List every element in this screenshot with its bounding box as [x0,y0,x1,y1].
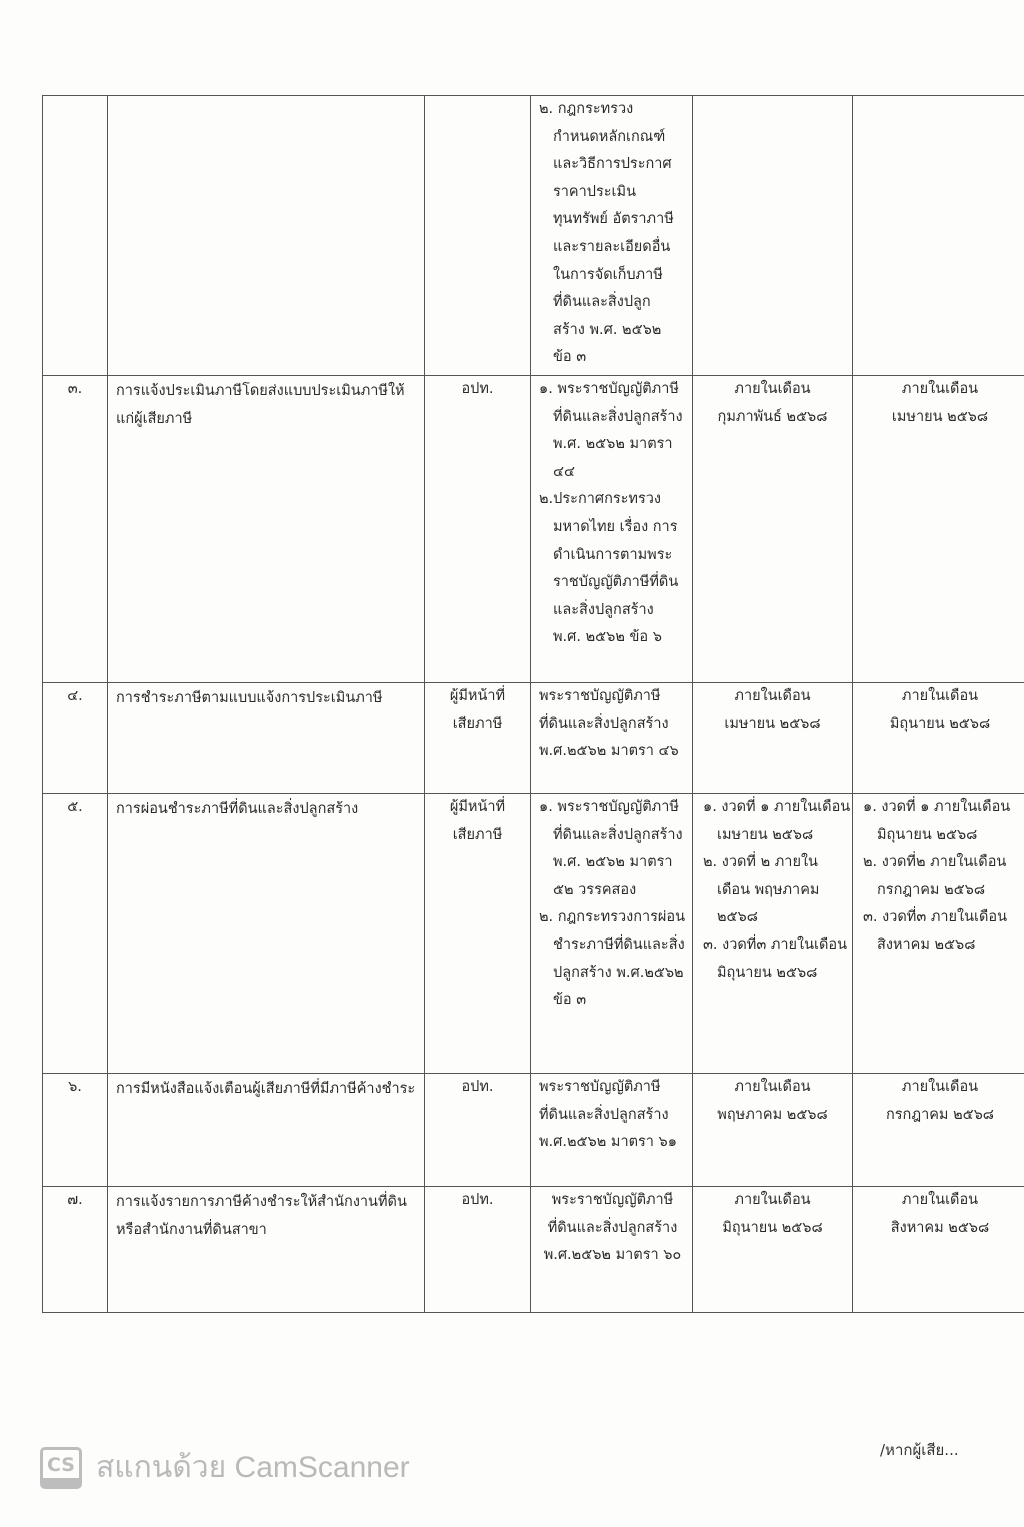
responsible-cell: ผู้มีหน้าที่เสียภาษี [425,683,531,794]
end-line: ภายในเดือน [901,688,979,704]
law-line: และวิธีการประกาศ [553,156,672,173]
start-cell [693,96,853,376]
activity-cell: การชำระภาษีตามแบบแจ้งการประเมินภาษี [108,683,425,794]
activity-cell: การแจ้งประเมินภาษีโดยส่งแบบประเมินภาษีให้แก่ผู้เสียภาษี [108,376,425,683]
start-line: มิถุนายน ๒๕๖๘ [722,1219,823,1236]
end-line: เมษายน ๒๕๖๘ [891,408,989,425]
start-line: กุมภาพันธ์ ๒๕๖๘ [717,408,828,425]
item-number: ๔. [43,683,108,794]
installment-item: ๓. งวดที่๓ ภายในเดือนสิงหาคม ๒๕๖๘ [863,909,1008,953]
start-cell [693,376,853,683]
item-number: ๗. [43,1187,108,1313]
law-line: ข้อ ๓ [553,349,587,366]
table-row [43,376,1024,683]
end-cell [853,96,1024,376]
law-line: ที่ดินและสิ่งปลูก [553,294,651,311]
law-item: ๒. กฎกระทรวงการผ่อนชำระภาษีที่ดินและสิ่งปลูกสร้าง พ.ศ.๒๕๖๒ ข้อ ๓ [539,909,686,1009]
end-cell [853,683,1024,794]
law-line: ราคาประเมิน [553,183,636,200]
activity-cell [108,96,425,376]
end-cell [853,1074,1024,1187]
end-cell [853,376,1024,683]
end-cell [853,1187,1024,1313]
responsible-cell: ผู้มีหน้าที่เสียภาษี [425,794,531,1074]
end-cell [853,794,1024,1074]
law-line: ในการจัดเก็บภาษี [553,266,663,283]
start-line: พฤษภาคม ๒๕๖๘ [717,1106,828,1123]
installment-item: ๒. งวดที่๒ ภายในเดือนกรกฎาคม ๒๕๖๘ [863,854,1007,898]
table-row [43,794,1024,1074]
law-cell [531,376,693,683]
start-cell [693,794,853,1074]
continuation-text: /หากผู้เสีย... [880,1441,959,1459]
item-number: ๓. [43,376,108,683]
camscanner-watermark [40,1444,410,1491]
installment-item: ๓. งวดที่๓ ภายในเดือนมิถุนายน ๒๕๖๘ [703,936,848,981]
start-cell [693,1187,853,1313]
law-cell [531,96,693,376]
start-line: เมษายน ๒๕๖๘ [724,715,821,732]
installment-item: ๑. งวดที่ ๑ ภายในเดือนมิถุนายน ๒๕๖๘ [863,799,1011,843]
table-row [43,683,1024,794]
watermark-text: สแกนด้วย CamScanner [96,1451,410,1484]
end-line: ภายในเดือน [901,381,979,397]
law-cell: พระราชบัญญัติภาษีที่ดินและสิ่งปลูกสร้าง พ.ศ.๒๕๖๒ มาตรา ๔๖ [531,683,693,794]
responsible-cell: อปท. [425,1187,531,1313]
law-item: ๑. พระราชบัญญัติภาษีที่ดินและสิ่งปลูกสร้าง พ.ศ. ๒๕๖๒ มาตรา ๔๔ [539,381,683,480]
table-row [43,1187,1024,1313]
end-line: ภายในเดือน [901,1079,979,1095]
law-line: ๒. กฎกระทรวง [539,101,634,117]
start-line: ภายในเดือน [734,1079,811,1095]
end-line: สิงหาคม ๒๕๖๘ [890,1219,990,1236]
responsible-cell: อปท. [425,376,531,683]
law-line: สร้าง พ.ศ. ๒๕๖๒ [553,321,662,338]
tax-schedule-table [42,95,1024,1313]
table-row [43,1074,1024,1187]
law-item: ๑. พระราชบัญญัติภาษีที่ดินและสิ่งปลูกสร้าง พ.ศ. ๒๕๖๒ มาตรา ๕๒ วรรคสอง [539,799,683,898]
installment-item: ๒. งวดที่ ๒ ภายใน เดือน พฤษภาคม ๒๕๖๘ [703,854,820,926]
law-cell [531,794,693,1074]
activity-cell: การแจ้งรายการภาษีค้างชำระให้สำนักงานที่ดินหรือสำนักงานที่ดินสาขา [108,1187,425,1313]
law-line: และรายละเอียดอื่น [553,238,671,255]
item-number: ๖. [43,1074,108,1187]
responsible-cell [425,96,531,376]
law-line: กำหนดหลักเกณฑ์ [553,128,666,145]
installment-item: ๑. งวดที่ ๑ ภายในเดือนเมษายน ๒๕๖๘ [703,799,851,843]
start-cell [693,683,853,794]
responsible-cell: อปท. [425,1074,531,1187]
table-row [43,96,1024,376]
end-line: มิถุนายน ๒๕๖๘ [889,715,991,732]
camscanner-logo-icon: CS [40,1447,82,1489]
item-number: ๕. [43,794,108,1074]
item-number [43,96,108,376]
activity-cell: การมีหนังสือแจ้งเตือนผู้เสียภาษีที่มีภาษีค้างชำระ [108,1074,425,1187]
law-line: ทุนทรัพย์ อัตราภาษี [553,211,674,228]
start-line: ภายในเดือน [734,1192,811,1208]
law-cell: พระราชบัญญัติภาษีที่ดินและสิ่งปลูกสร้างพ.ศ.๒๕๖๒ มาตรา ๖๐ [531,1187,693,1313]
start-line: ภายในเดือน [734,381,811,397]
start-cell [693,1074,853,1187]
law-item: ๒.ประกาศกระทรวงมหาดไทย เรื่อง การดำเนินการตามพระราชบัญญัติภาษีที่ดินและสิ่งปลูกสร้าง พ.ศ. ๒๕๖๒ ข้อ ๖ [539,491,679,646]
activity-cell: การผ่อนชำระภาษีที่ดินและสิ่งปลูกสร้าง [108,794,425,1074]
end-line: ภายในเดือน [901,1192,979,1208]
start-line: ภายในเดือน [734,688,811,704]
law-cell: พระราชบัญญัติภาษีที่ดินและสิ่งปลูกสร้าง พ.ศ.๒๕๖๒ มาตรา ๖๑ [531,1074,693,1187]
end-line: กรกฎาคม ๒๕๖๘ [885,1106,994,1123]
